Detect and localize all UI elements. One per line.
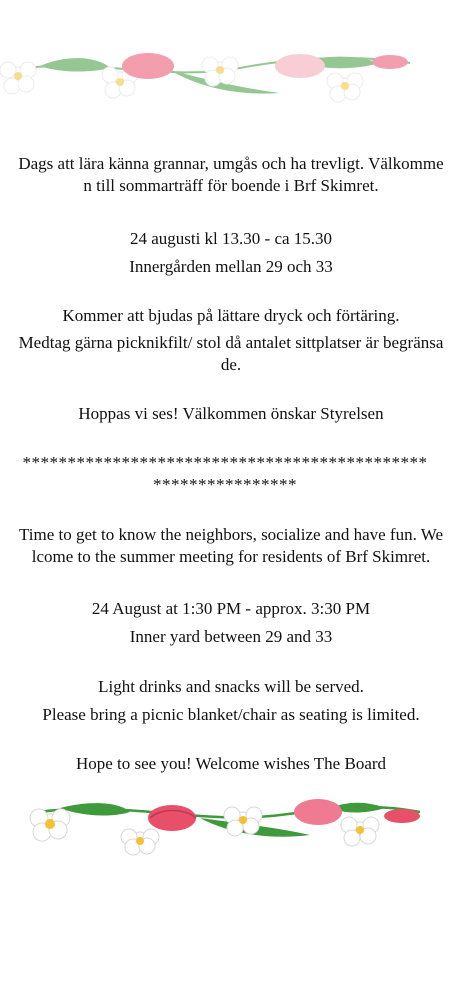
- english-refreshments: Light drinks and snacks will be served.: [98, 677, 364, 696]
- english-bring: Please bring a picnic blanket/chair as seating is limited.: [42, 705, 420, 724]
- daisy-icon: [30, 809, 70, 841]
- daisy-icon: [0, 62, 36, 94]
- swedish-closing: Hoppas vi ses! Välkommen önskar Styrelsen: [78, 404, 384, 423]
- swedish-intro: Dags att lära känna grannar, umgås och ha trevligt. Välkommen till sommarträff för boende i Brf Skimret.: [18, 154, 444, 195]
- flower-garland-top: [0, 48, 462, 118]
- english-intro: Time to get to know the neighbors, socialize and have fun. Welcome to the summer meeting for residents of Brf Skimret.: [18, 525, 444, 566]
- tulip-icon: [294, 799, 342, 825]
- tulip-icon: [148, 805, 196, 831]
- english-location: Inner yard between 29 and 33: [129, 627, 333, 646]
- english-closing: Hope to see you! Welcome wishes The Board: [75, 754, 387, 773]
- separator-line: *************************************************************: [22, 453, 428, 494]
- swedish-location: Innergården mellan 29 och 33: [129, 257, 333, 276]
- daisy-icon: [341, 817, 379, 846]
- swedish-date-time: 24 augusti kl 13.30 - ca 15.30: [129, 229, 333, 248]
- swedish-refreshments: Kommer att bjudas på lättare dryck och förtäring.: [62, 306, 400, 325]
- daisy-icon: [121, 829, 159, 855]
- english-date-time: 24 August at 1:30 PM - approx. 3:30 PM: [91, 599, 371, 618]
- swedish-bring: Medtag gärna picknikfilt/ stol då antalet sittplatser är begränsade.: [18, 333, 444, 374]
- flower-garland-bottom: [0, 790, 462, 860]
